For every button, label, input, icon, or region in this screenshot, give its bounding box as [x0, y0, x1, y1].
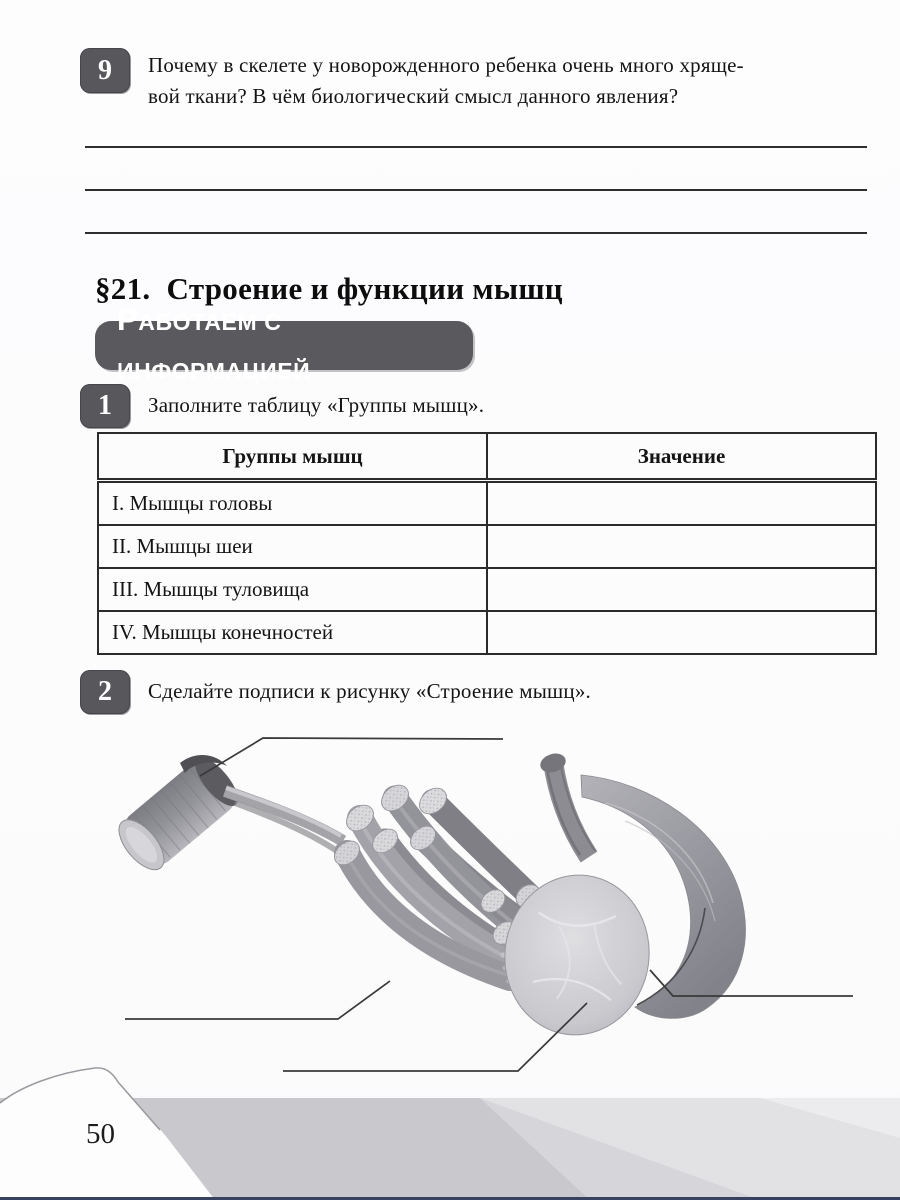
- callout-line-top: [200, 738, 503, 776]
- muscle-structure-figure: [85, 733, 880, 1093]
- question-number-badge-9: [80, 48, 130, 93]
- group-cell: III. Мышцы туловища: [98, 568, 487, 611]
- column-header-groups: Группы мышц: [98, 433, 487, 481]
- banner-label: РАБОТАЕМ С ИНФОРМАЦИЕЙ: [117, 302, 311, 384]
- table-row: [98, 481, 876, 526]
- badge-label: 2: [98, 676, 112, 707]
- answer-line[interactable]: [85, 146, 867, 148]
- question9-line2: вой ткани? В чём биологический смысл данного явления?: [148, 84, 679, 108]
- page-corner-fold: [0, 1060, 260, 1200]
- work-with-information-banner: [95, 302, 473, 384]
- answer-line[interactable]: [85, 189, 867, 191]
- value-cell-empty[interactable]: [487, 481, 876, 526]
- group-cell: I. Мышцы головы: [98, 481, 487, 526]
- table-row: [98, 611, 876, 654]
- group-cell: II. Мышцы шеи: [98, 525, 487, 568]
- question9-text: [148, 50, 878, 112]
- muscle-structure-illustration: [85, 733, 880, 1093]
- table-header-row: [98, 433, 876, 481]
- callout-line-left: [125, 981, 390, 1019]
- whole-muscle-tendon: [538, 750, 595, 857]
- section-title: §21. Строение и функции мышц: [95, 271, 563, 306]
- badge-label: 1: [98, 390, 112, 421]
- task2-text: Сделайте подписи к рисунку «Строение мышц».: [148, 679, 591, 703]
- muscle-fiber: [111, 751, 343, 877]
- page-number: 50: [86, 1118, 115, 1150]
- task1-text: Заполните таблицу «Группы мышц».: [148, 393, 485, 417]
- table-row: [98, 525, 876, 568]
- task-number-badge-2: [80, 670, 130, 714]
- value-cell-empty[interactable]: [487, 568, 876, 611]
- question9-line1: Почему в скелете у новорожденного ребенка очень много хряще-: [148, 53, 744, 77]
- value-cell-empty[interactable]: [487, 525, 876, 568]
- answer-line[interactable]: [85, 232, 867, 234]
- table-row: [98, 568, 876, 611]
- group-cell: IV. Мышцы конечностей: [98, 611, 487, 654]
- badge-label: 9: [98, 54, 112, 86]
- column-header-meaning: Значение: [487, 433, 876, 481]
- value-cell-empty[interactable]: [487, 611, 876, 654]
- task-number-badge-1: [80, 384, 130, 428]
- muscle-groups-table: [97, 432, 877, 655]
